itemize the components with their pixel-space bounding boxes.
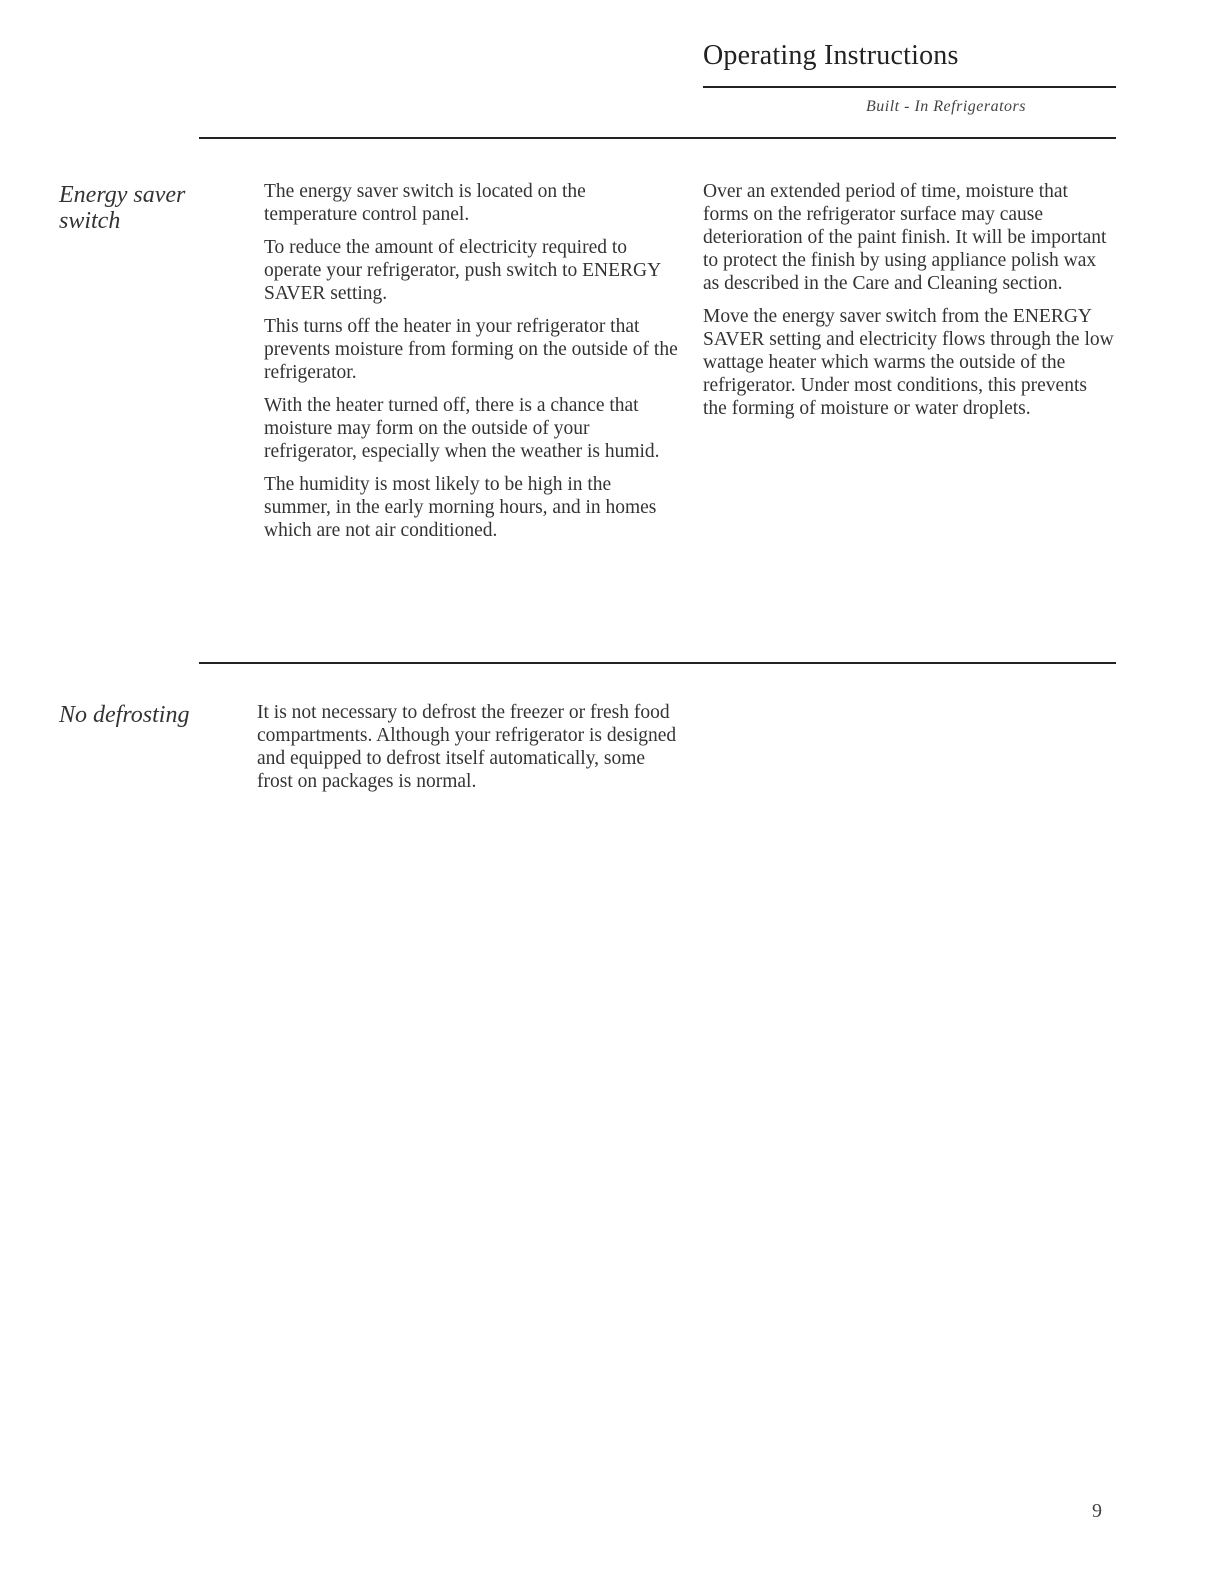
paragraph: The humidity is most likely to be high in the summer, in the early morning hours, and in homes which are not air conditioned. — [264, 474, 657, 541]
body-column-left — [257, 701, 682, 803]
paragraph: It is not necessary to defrost the freezer or fresh food compartments. Although your refrigerator is designed and equipped to defrost itself automatically, some frost on packages is normal. — [257, 702, 677, 792]
paragraph: To reduce the amount of electricity required to operate your refrigerator, push switch to ENERGY SAVER setting. — [264, 237, 661, 304]
paragraph: This turns off the heater in your refrigerator that prevents moisture from forming on the outside of the refrigerator. — [264, 316, 678, 383]
page-subtitle: Built - In Refrigerators — [866, 98, 1026, 115]
page-title: Operating Instructions — [703, 40, 959, 71]
body-column-right — [703, 180, 1115, 430]
page-number: 9 — [1092, 1500, 1102, 1522]
paragraph: The energy saver switch is located on the temperature control panel. — [264, 181, 586, 225]
paragraph: Move the energy saver switch from the ENERGY SAVER setting and electricity flows through the low wattage heater which warms the outside of the refrigerator. Under most conditions, this prevents the forming of moisture or water droplets. — [703, 306, 1114, 419]
section-heading: Energy saver switch — [59, 182, 186, 234]
paragraph: Over an extended period of time, moisture that forms on the refrigerator surface may cause deterioration of the paint finish. It will be important to protect the finish by using appliance polish wax as described in the Care and Cleaning section. — [703, 181, 1107, 294]
section-heading: No defrosting — [59, 702, 190, 728]
paragraph: With the heater turned off, there is a chance that moisture may form on the outside of your refrigerator, especially when the weather is humid. — [264, 395, 660, 462]
header-divider — [703, 86, 1116, 88]
section-divider-no-defrosting — [199, 662, 1116, 664]
body-column-left — [264, 180, 679, 552]
section-divider-energy-saver — [199, 137, 1116, 139]
